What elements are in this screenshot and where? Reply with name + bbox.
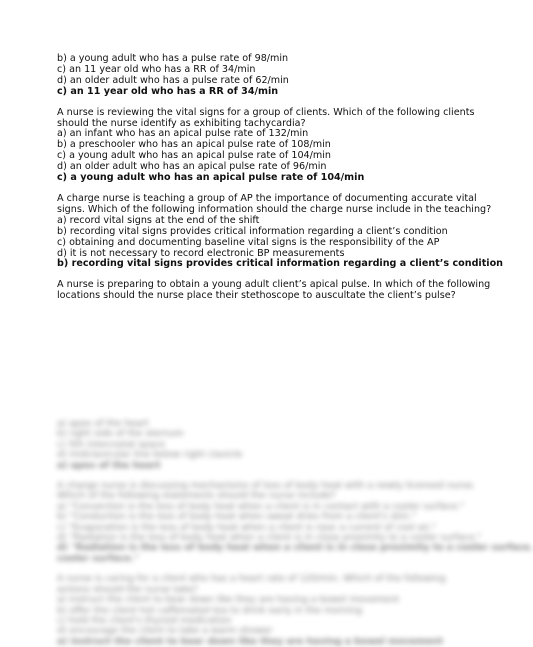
blurred-block-6 xyxy=(57,573,446,647)
answer-line: c) an 11 year old who has a RR of 34/min xyxy=(57,85,279,97)
option-b: b) a preschooler who has an apical pulse rate of 108/min xyxy=(57,139,331,151)
blurred-line: A charge nurse is discussing mechanisms of loss of body heat with a newly licensed nurse. xyxy=(57,480,476,492)
question-text: signs. Which of the following information should the charge nurse include in the teaching? xyxy=(57,203,492,215)
blurred-line: a) apex of the heart xyxy=(57,418,149,429)
blurred-block-4-options xyxy=(57,419,437,471)
question-text: should the nurse identify as exhibiting tachycardia? xyxy=(57,117,306,129)
option-a: a) record vital signs at the end of the shift xyxy=(57,214,260,226)
blurred-line: Which of the following statements should the nurse include? xyxy=(57,490,336,502)
blurred-line: b) offer the client hot caffeinated tea to drink early in the morning xyxy=(57,604,363,616)
blurred-answer-line: a) apex of the heart xyxy=(57,459,161,471)
question-block-4 xyxy=(57,279,491,302)
blurred-answer-line: a) instruct the client to bear down like they are having a bowel movement xyxy=(57,635,443,647)
answer-line: b) recording vital signs provides critical information regarding a client’s condition xyxy=(57,258,504,270)
blurred-line: c) "Evaporation is the loss of body heat when a client is near a current of cool air." xyxy=(57,521,436,533)
option-d: d) an older adult who has a pulse rate of 62/min xyxy=(57,74,289,86)
blurred-line: A nurse is caring for a client who has a heart rate of 120/min. Which of the following xyxy=(57,573,446,585)
answer-line: c) a young adult who has an apical pulse rate of 104/min xyxy=(57,172,365,184)
option-c: c) a young adult who has an apical pulse rate of 104/min xyxy=(57,150,331,162)
option-d: d) an older adult who has an apical pulse rate of 96/min xyxy=(57,161,327,173)
blurred-answer-line: cooler surface." xyxy=(57,552,139,564)
option-c: c) obtaining and documenting baseline vital signs is the responsibility of the AP xyxy=(57,236,440,248)
blurred-line: a) instruct the client to bear down like they are having a bowel movement xyxy=(57,594,400,606)
blurred-preview-region xyxy=(57,418,533,647)
option-b: b) recording vital signs provides critical information regarding a client’s condition xyxy=(57,225,448,237)
option-d: d) it is not necessary to record electronic BP measurements xyxy=(57,247,345,259)
blurred-line: d) encourage the client to take a warm shower xyxy=(57,625,273,637)
question-block-1 xyxy=(57,54,434,98)
question-text: A nurse is preparing to obtain a young adult client’s apical pulse. In which of the following xyxy=(57,279,491,291)
option-c: c) an 11 year old who has a RR of 34/min xyxy=(57,63,256,75)
blurred-line: actions should the nurse take? xyxy=(57,583,198,595)
blurred-line: d) "Radiation is the loss of body heat when a client is in close proximity to a cooler surface." xyxy=(57,532,482,544)
question-block-3 xyxy=(57,192,504,270)
blurred-line: b) "Conduction is the loss of body heat when sweat dries from a client's skin." xyxy=(57,511,416,523)
blurred-line: c) 5th intercostal space xyxy=(57,438,166,450)
blurred-line: b) right side of the sternum xyxy=(57,428,184,440)
option-b: b) a young adult who has a pulse rate of 98/min xyxy=(57,53,289,64)
blurred-block-5 xyxy=(57,480,533,564)
blurred-line: d) midclavicular line below right clavicle xyxy=(57,449,243,461)
blurred-answer-line: d) "Radiation is the loss of body heat when a client is in close proximity to a cooler surface. xyxy=(57,542,533,554)
option-a: a) an infant who has an apical pulse rate of 132/min xyxy=(57,128,309,140)
blurred-line: c) hold the client's thyroid medication xyxy=(57,614,232,626)
question-text: locations should the nurse place their stethoscope to auscultate the client’s pulse? xyxy=(57,290,456,302)
question-text: A nurse is reviewing the vital signs for a group of clients. Which of the following clients xyxy=(57,106,475,118)
question-text: A charge nurse is teaching a group of AP the importance of documenting accurate vital xyxy=(57,192,477,204)
question-block-2 xyxy=(57,106,475,184)
blurred-line: a) "Convection is the loss of body heat when a client is in contact with a cooler surface." xyxy=(57,500,465,512)
